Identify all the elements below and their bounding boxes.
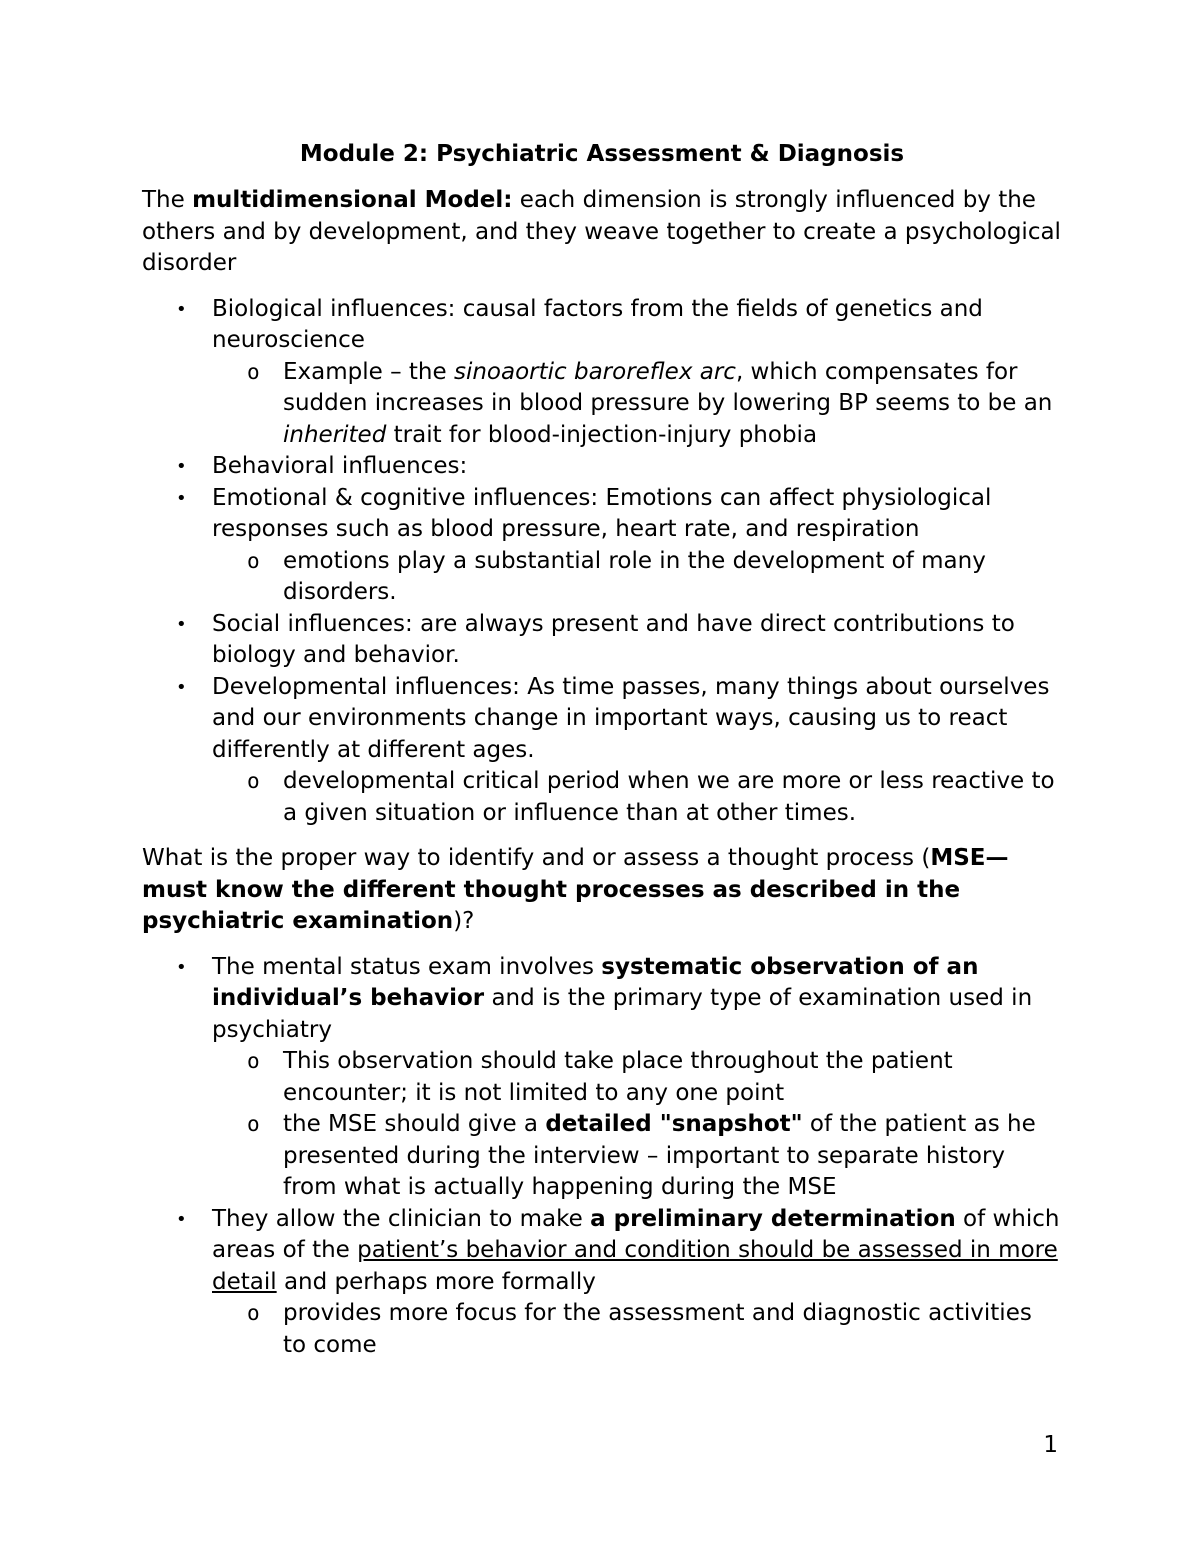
subbullet-icon: o	[247, 1049, 260, 1073]
intro-paragraph	[142, 185, 1062, 280]
example-italic-term: sinoaortic baroreflex arc	[453, 358, 736, 385]
snapshot-text-cont: of the patient as he presented during the interview – important to separate history from what is actually happening during the MSE	[283, 1111, 1036, 1200]
preliminary-underlined: patient’s behavior and condition should be assessed in more detail	[212, 1237, 1058, 1295]
social-text: Social influences: are always present and have direct contributions to biology and behavior.	[212, 610, 1015, 668]
list-item-mse-exam	[142, 952, 1062, 1204]
focus-text: provides more focus for the assessment and diagnostic activities to come	[283, 1300, 1032, 1358]
mse-list	[142, 952, 1062, 1362]
preliminary-bold: a preliminary determination	[590, 1205, 956, 1232]
bullet-icon: •	[176, 456, 187, 477]
intro-text: The	[142, 187, 193, 213]
intro-bold-term: multidimensional Model:	[192, 187, 513, 213]
example-italic-inherited: inherited	[283, 421, 387, 448]
list-item-emotional	[142, 483, 1062, 609]
snapshot-bold: detailed "snapshot"	[545, 1111, 803, 1137]
subbullet-icon: o	[247, 1301, 260, 1325]
page-number: 1	[1043, 1432, 1058, 1458]
mse-exam-bold: systematic observation of an individual’s behavior	[212, 953, 979, 1011]
example-text-cont: , which compensates for sudden increases in blood pressure by lowering BP seems to be an	[283, 358, 1053, 416]
sublist-item-focus	[212, 1298, 1062, 1361]
mse-exam-text-cont: and is the primary type of examination used in psychiatry	[212, 985, 1033, 1043]
sublist-item-example	[212, 357, 1062, 452]
example-text: Example – the	[283, 358, 454, 385]
bullet-icon: •	[176, 487, 187, 509]
bullet-icon: •	[176, 298, 187, 320]
document-title: Module 2: Psychiatric Assessment & Diagnosis	[299, 141, 905, 167]
preliminary-sublist	[212, 1298, 1062, 1361]
preliminary-text-cont: of which areas of the	[212, 1205, 1060, 1263]
list-item-social	[142, 609, 1062, 672]
snapshot-text: the MSE should give a	[283, 1111, 546, 1137]
biological-sublist	[212, 357, 1062, 452]
bullet-icon: •	[176, 956, 187, 978]
influences-list	[142, 294, 1062, 830]
sublist-item-critical-period	[212, 766, 1062, 829]
bullet-icon: •	[176, 1208, 187, 1230]
intro-text-cont: each dimension is strongly influenced by the others and by development, and they weave together to create a psychological disorder	[142, 187, 1061, 276]
list-item-developmental	[142, 672, 1062, 830]
list-item-behavioral	[142, 451, 1062, 483]
emotional-sublist	[212, 546, 1062, 609]
emotions-text: emotions play a substantial role in the development of many disorders.	[283, 547, 986, 605]
observation-text: This observation should take place throughout the patient encounter; it is not limited to any one point	[283, 1048, 953, 1106]
mse-exam-text: The mental status exam involves	[212, 953, 602, 980]
subbullet-icon: o	[247, 1112, 260, 1136]
developmental-sublist	[212, 766, 1062, 829]
bullet-icon: •	[176, 676, 187, 698]
sublist-item-observation	[212, 1046, 1062, 1109]
sublist-item-snapshot	[212, 1109, 1062, 1204]
example-text-end: trait for blood-injection-injury phobia	[386, 421, 818, 448]
subbullet-icon: o	[247, 359, 260, 384]
list-item-biological	[142, 294, 1062, 452]
question-paragraph	[142, 843, 1062, 938]
subbullet-icon: o	[247, 769, 260, 793]
question-text-end: )?	[453, 908, 475, 934]
bullet-icon: •	[176, 613, 187, 635]
behavioral-text: Behavioral influences:	[212, 453, 468, 479]
document-page	[142, 138, 1062, 1375]
question-bold-text: MSE—must know the different thought processes as described in the psychiatric examination	[142, 845, 1009, 934]
mse-exam-sublist	[212, 1046, 1062, 1204]
critical-period-text: developmental critical period when we are more or less reactive to a given situation or influence than at other times.	[283, 768, 1055, 826]
list-item-preliminary	[142, 1204, 1062, 1362]
question-text: What is the proper way to identify and or assess a thought process (	[142, 845, 931, 871]
developmental-text: Developmental influences: As time passes, many things about ourselves and our environments change in important ways, causing us to react differently at different ages.	[212, 673, 1050, 763]
subbullet-icon: o	[247, 548, 260, 573]
emotional-text: Emotional & cognitive influences: Emotions can affect physiological responses such as blood pressure, heart rate, and respiration	[212, 484, 992, 542]
preliminary-text-end: and perhaps more formally	[276, 1268, 596, 1295]
preliminary-text: They allow the clinician to make	[212, 1205, 591, 1232]
biological-text: Biological influences: causal factors from the fields of genetics and neuroscience	[212, 295, 983, 353]
sublist-item-emotions	[212, 546, 1062, 609]
